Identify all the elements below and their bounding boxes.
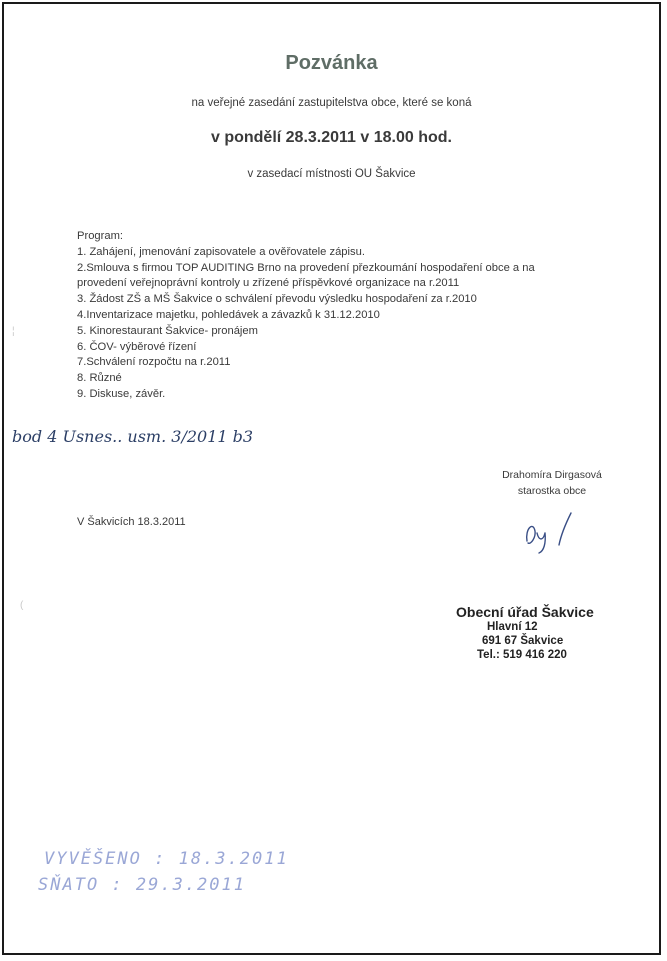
program-item: 8. Různé (77, 372, 122, 385)
program-item: 3. Žádost ZŠ a MŠ Šakvice o schválení převodu výsledku hospodaření za r.2010 (77, 293, 477, 306)
meeting-datetime: v pondělí 28.3.2011 v 18.00 hod. (210, 129, 452, 146)
program-heading: Program: (77, 230, 124, 242)
program-item: 7.Schválení rozpočtu na r.2011 (77, 356, 231, 369)
program-section (77, 229, 577, 403)
scan-mark: ( (20, 600, 24, 611)
program-item: 4.Inventarizace majetku, pohledávek a závazků k 31.12.2010 (77, 308, 380, 321)
place-date: V Šakvicích 18.3.2011 (77, 516, 186, 528)
stamp-org: Obecní úřad Šakvice (456, 604, 594, 620)
stamp-zip-city: 691 67 Šakvice (482, 635, 564, 647)
posted-note: VYVĚŠENO : 18.3.2011 (44, 849, 289, 869)
program-item: 9. Diskuse, závěr. (77, 387, 166, 400)
signer-block (482, 467, 622, 499)
program-item: 5. Kinorestaurant Šakvice- pronájem (77, 324, 258, 337)
scan-mark: ¦ (12, 326, 15, 337)
meeting-place: v zasedací místnosti OU Šakvice (247, 168, 416, 180)
office-stamp (456, 604, 606, 662)
signer-name: Drahomíra Dirgasová (502, 469, 602, 481)
stamp-phone: Tel.: 519 416 220 (477, 649, 567, 661)
program-item: provedení veřejnoprávní kontroly u zřízené příspěvkové organizace na r.2011 (77, 277, 460, 290)
handwritten-note: bod 4 Usnes.. usm. 3/2011 b3 (12, 427, 254, 446)
program-item: 6. ČOV- výběrové řízení (77, 340, 197, 353)
program-item: 1. Zahájení, jmenování zapisovatele a ověřovatele zápisu. (77, 245, 365, 258)
removed-note: SŇATO : 29.3.2011 (38, 875, 246, 895)
document-title: Pozvánka (285, 52, 378, 74)
signer-role: starostka obce (517, 485, 587, 497)
program-item: 2.Smlouva s firmou TOP AUDITING Brno na provedení přezkoumání hospodaření obce a na (77, 261, 535, 274)
signature-icon (519, 507, 599, 557)
document-page (2, 2, 661, 955)
stamp-street: Hlavní 12 (487, 621, 538, 633)
document-subtitle: na veřejné zasedání zastupitelstva obce, které se koná (191, 97, 472, 109)
